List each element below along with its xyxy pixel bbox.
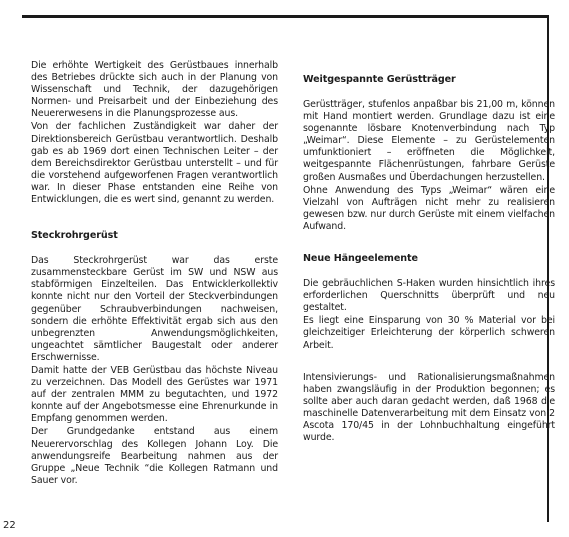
left-paragraph-3: Das Steckrohrgerüst war das erste zusammensteckbare Gerüst im SW und NSW aus stabförmigen Einzelteilen. Das Entwicklerkollektiv konnte nicht nur den Vorteil der Steckverbindungen gegenüber Schraubverbindungen nachweisen, sondern die erhöhte Effektivität ergab sich aus den unbegrenzten Anwendungsmöglichkeiten, ungeachtet sämtlicher Baugestalt oder anderer Erschwernisse. [31, 255, 278, 363]
section-heading-geruesttraeger: Weitgespannte Gerüstträger [303, 74, 456, 85]
right-column [303, 60, 555, 444]
top-rule [22, 15, 548, 18]
left-paragraph-5: Der Grundgedanke entstand aus einem Neuerervorschlag des Kollegen Johann Loy. Die anwendungsreife Bearbeitung nahmen aus der Gruppe „Neue Technik “die Kollegen Ratmann und Sauer vor. [31, 426, 278, 486]
right-paragraph-3: Die gebräuchlichen S-Haken wurden hinsichtlich ihres erforderlichen Querschnitts überprüft und neu gestaltet. [303, 278, 555, 314]
left-paragraph-2: Von der fachlichen Zuständigkeit war daher der Direktionsbereich Gerüstbau verantwortlich. Deshalb gab es ab 1969 dort einen Technischen Leiter – der dem Bereichsdirektor Gerüstbau unterstellt – und für die vorstehend aufgeworfenen Fragen verantwortlich war. In dieser Phase entstanden eine Reihe von Entwicklungen, die es wert sind, genannt zu werden. [31, 121, 278, 206]
left-paragraph-4: Damit hatte der VEB Gerüstbau das höchste Niveau zu verzeichnen. Das Modell des Gerüstes war 1971 auf der zentralen MMM zu begutachten, und 1972 konnte auf der Angebotsmesse eine Ehrenurkunde in Empfang genommen werden. [31, 364, 278, 425]
page-number: 22 [3, 520, 16, 531]
right-paragraph-5: Intensivierungs- und Rationalisierungsmaßnahmen haben zwangsläufig in der Produktion begonnen; es sollte aber auch daran gedacht werden, daß 1968 die maschinelle Datenverarbeitung mit dem Einsatz von 2 Ascota 170/45 in der Lohnbuchhaltung eingeführt wurde. [303, 371, 555, 444]
right-paragraph-1: Gerüstträger, stufenlos anpaßbar bis 21,00 m, können mit Hand montiert werden. Grundlage dazu ist eine sogenannte lösbare Knotenverbindung nach Typ „Weimar“. Diese Elemente – zu Gerüstelementen umfunktioniert – eröffneten die Möglichkeit, weitgespannte Flächenrüstungen, fahrbare Gerüste großen Ausmaßes und Überdachungen herzustellen. [303, 99, 555, 183]
right-paragraph-2: Ohne Anwendung des Typs „Weimar“ wären eine Vielzahl von Aufträgen nicht mehr zu realisieren gewesen bzw. nur durch Gerüste mit einem vielfachen Aufwand. [303, 184, 555, 232]
section-heading-haengeelemente: Neue Hängeelemente [303, 253, 418, 265]
section-heading-steckrohrgeruest: Steckrohrgerüst [31, 230, 118, 242]
right-paragraph-4: Es liegt eine Einsparung von 30 % Material vor bei gleichzeitiger Erleichterung der körperlich schweren Arbeit. [303, 315, 555, 351]
left-column [31, 60, 278, 487]
left-paragraph-1: Die erhöhte Wertigkeit des Gerüstbaues innerhalb des Betriebes drückte sich auch in der Planung von Wissenschaft und Technik, der dazugehörigen Normen- und Preisarbeit und der Einbeziehung des Neuererwesens in die Planungsprozesse aus. [31, 60, 278, 120]
